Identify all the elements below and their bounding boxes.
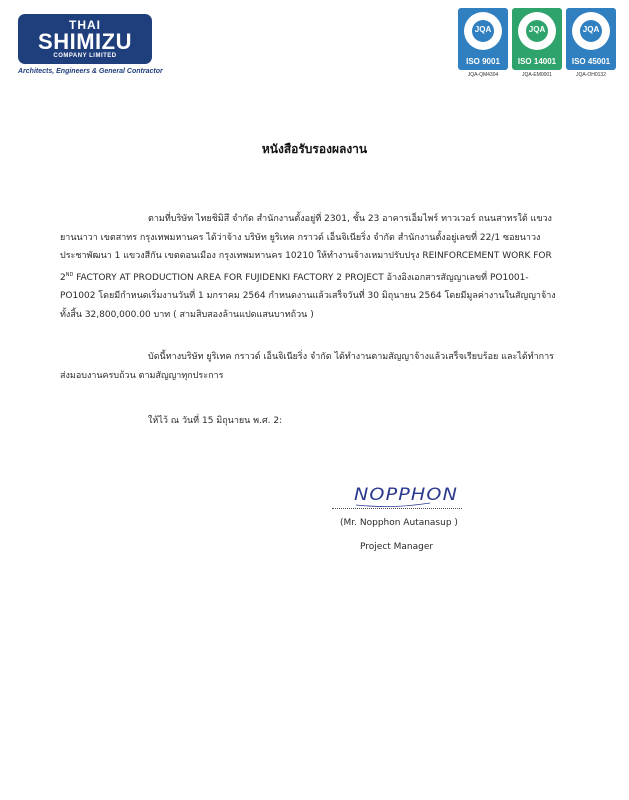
paragraph-line: 2: [60, 272, 66, 283]
document-title: หนังสือรับรองผลงาน: [261, 142, 368, 156]
jqa-seal-icon: JQA: [572, 12, 610, 50]
paragraph-line: บัดนี้ทางบริษัท ยูริเทค กราวด์ เอ็นจิเนียริ่ง จำกัด ได้ทำงานตามสัญญาจ้างแล้วเสร็จเรียบร้อย และได้ทำการ: [148, 352, 554, 362]
paragraph-date: [60, 412, 560, 431]
paragraph-completion: [60, 348, 560, 385]
company-tagline: Architects, Engineers & General Contractor: [18, 68, 163, 75]
paragraph-line: ส่งมอบงานครบถ้วน ตามสัญญาทุกประการ: [60, 370, 224, 381]
logo-line-company: COMPANY LIMITED: [53, 53, 117, 59]
signer-name: (Mr. Nopphon Autanasup ): [340, 518, 458, 528]
iso-code: JQA-EM0001: [521, 72, 552, 78]
issue-date: ให้ไว้ ณ วันที่ 15 มิถุนายน พ.ศ. 2:: [148, 416, 283, 426]
iso-code: JQA-OH0132: [575, 72, 606, 78]
logo-line-shimizu: SHIMIZU: [38, 29, 132, 54]
jqa-seal-icon: JQA: [464, 12, 502, 50]
paragraph-line: FACTORY AT PRODUCTION AREA FOR FUJIDENKI FACTORY 2 PROJECT อ้างอิงเอกสารสัญญาเลขที่ PO1001-: [73, 272, 529, 283]
jqa-seal-icon: JQA: [518, 12, 556, 50]
iso-label: ISO 45001: [571, 57, 611, 66]
signature-line: [332, 508, 462, 509]
company-logo: [18, 14, 152, 64]
iso-9001-badge: [458, 8, 508, 78]
iso-label: ISO 14001: [517, 57, 557, 66]
signer-title: Project Manager: [360, 542, 434, 552]
ordinal-suffix: ND: [65, 271, 74, 278]
iso-14001-badge: [512, 8, 562, 78]
iso-code: JQA-QM4304: [467, 72, 499, 78]
paragraph-contract-details: [60, 210, 560, 324]
paragraph-line: ประชาพัฒนา 1 แขวงสีกัน เขตดอนเมือง กรุงเทพมหานคร 10210 ให้ทำงานจ้างเหมาปรับปรุง REINFORCEMENT WORK FOR: [60, 251, 552, 261]
logo-line-thai: THAI: [69, 18, 101, 32]
signature-handwriting: NOPPHON: [354, 485, 458, 505]
paragraph-line: ยานนาวา เขตสาทร กรุงเทพมหานคร ได้ว่าจ้าง บริษัท ยูริเทค กราวด์ เอ็นจิเนียริ่ง จำกัด สำนักงานตั้งอยู่เลขที่ 22/1 ซอยนาวง: [60, 232, 541, 243]
paragraph-line: ตามที่บริษัท ไทยชิมิสึ จำกัด สำนักงานตั้งอยู่ที่ 2301, ชั้น 23 อาคารเอ็มไพร์ ทาวเวอร์ ถนนสาทรใต้ แขวง: [148, 214, 552, 224]
iso-label: ISO 9001: [466, 57, 500, 66]
iso-45001-badge: [566, 8, 616, 78]
signature-image: [352, 476, 472, 512]
paragraph-line: ทั้งสิ้น 32,800,000.00 บาท ( สามสิบสองล้านแปดแสนบาทถ้วน ): [60, 309, 314, 320]
paragraph-line: PO1002 โดยมีกำหนดเริ่มงานวันที่ 1 มกราคม 2564 กำหนดงานแล้วเสร็จวันที่ 30 มิถุนายน 2564 โดยมีมูลค่างานในสัญญาจ้าง: [60, 291, 556, 301]
